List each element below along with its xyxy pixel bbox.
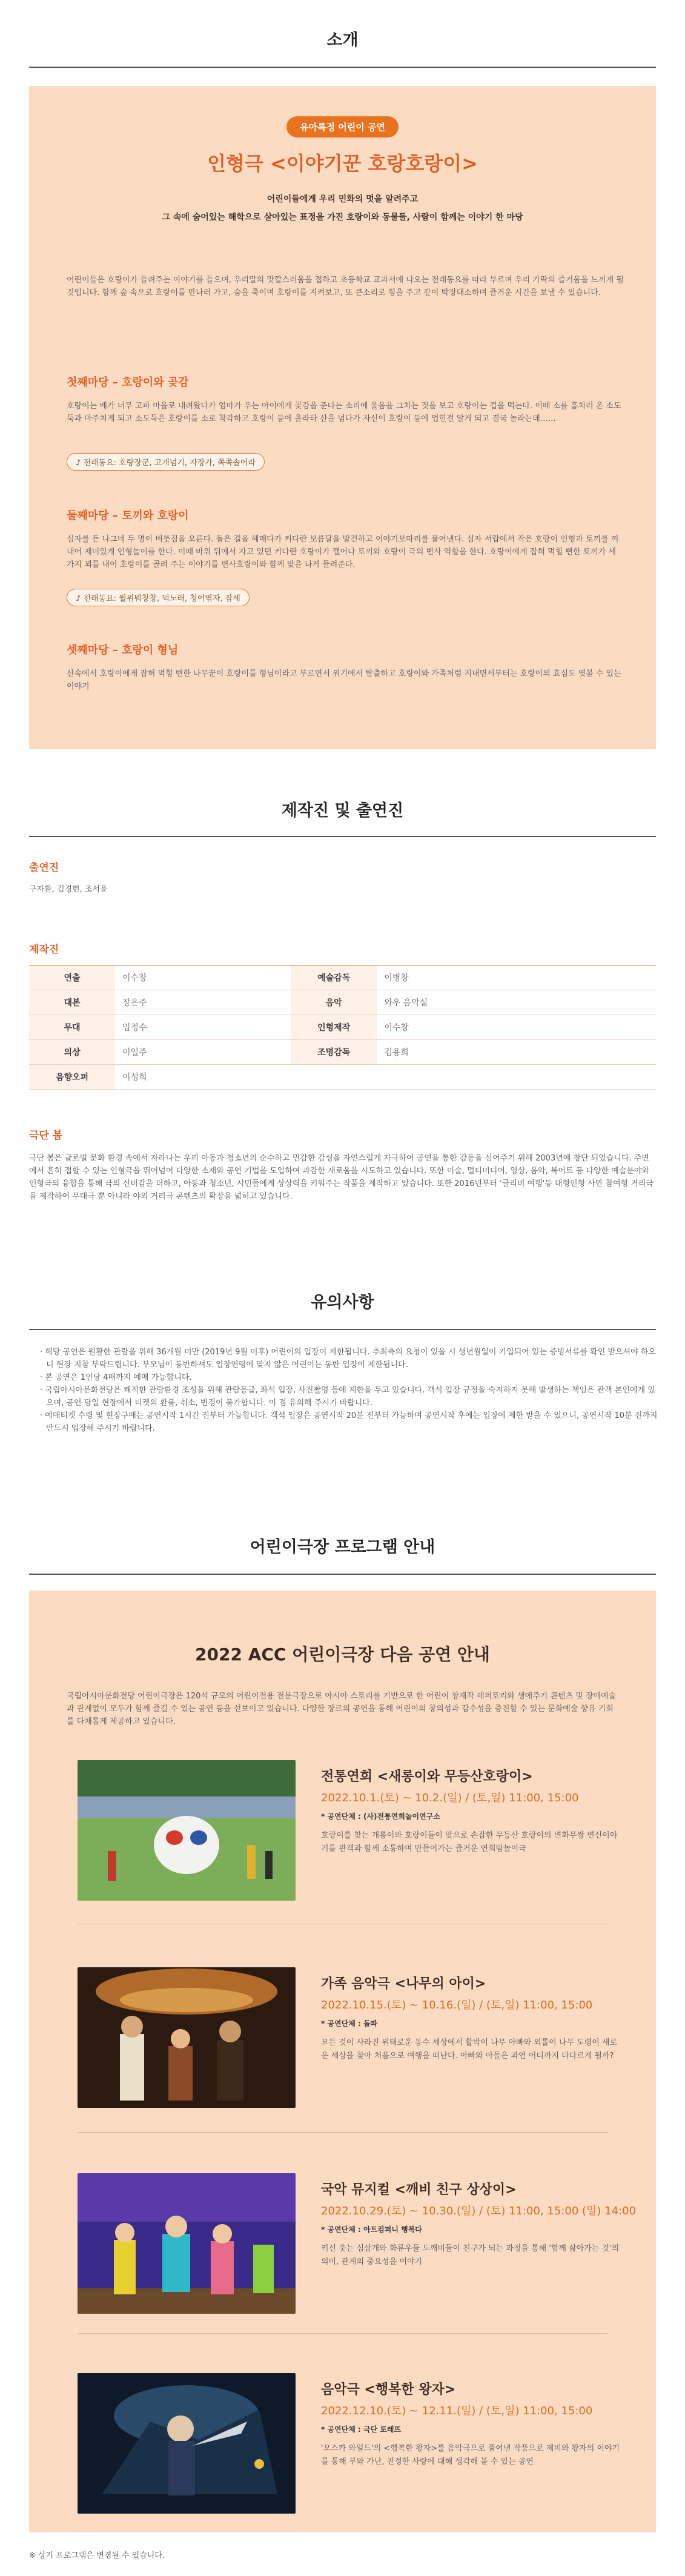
- staff-name: [377, 1065, 656, 1090]
- intro-desc: 어린이들은 호랑이가 들려주는 이야기를 들으며, 우리말의 맛깔스러움을 접하고 초등학교 교과서에 나오는 전래동요를 따라 부르며 우리 가락의 즐거움을 느끼게 될 것입니다. 함께 숲 속으로 호랑이를 만나러 가고, 숨을 죽이며 호랑이를 지켜보고, 또 큰소리로 힘을 주고 같이 박장대소하며 즐거운 시간을 보낼 수 있습니다.: [67, 276, 624, 297]
- staff-name: 이수창: [377, 1015, 656, 1040]
- intro-box: [29, 86, 656, 749]
- staff-row: [29, 1040, 656, 1065]
- cast-divider: [29, 836, 656, 837]
- staff-role: 무대: [29, 1015, 115, 1040]
- cast-heading: 제작진 및 출연진: [281, 801, 404, 820]
- scene-2-songs: [67, 589, 250, 606]
- staff-name: 이수창: [115, 965, 291, 990]
- staff-role: [291, 1065, 377, 1090]
- program-3-org: * 공연단체 : 아트컴퍼니 행복다: [321, 2225, 422, 2234]
- notice-divider: [29, 1329, 656, 1330]
- scene-1-text: 호랑이는 배가 너무 고파 마을로 내려왔다가 엄마가 우는 아이에게 곶감을 준다는 소리에 울음을 그치는 것을 보고 호랑이는 겁을 먹는다. 이때 소를 훔치러 온 소도둑과 마주치게 되고 소도둑은 호랑이를 소로 착각하고 호랑이 등에 올라타 산을 넘다가 자신이 호랑이 등에 업힌걸 알게 되고 결국 놀라는데……: [67, 402, 621, 423]
- intro-title: 인형극 <이야기꾼 호랑호랑이>: [207, 152, 478, 175]
- program-footnote: ※ 상기 프로그램은 변경될 수 있습니다.: [29, 2551, 165, 2560]
- notice-item: · 본 공연은 1인당 4매까지 예매 가능합니다.: [40, 1373, 192, 1382]
- program-divider-3: [78, 2333, 607, 2334]
- notice-item: · 해당 공연은 원활한 관람을 위해 36개월 미만 (2019년 9월 이후) 어린이의 입장이 제한됩니다. 추최측의 요청이 있을 시 생년월일이 기입되어 있는 증빙서류를 확인 받으셔야 하오니 현장 지참 부탁드립니다. 부모님이 동반하셔도 입장연령에 맞지 않은 어린이는 동반 입장이 제한됩니다.: [40, 1348, 656, 1369]
- program-1-photo: [78, 1760, 296, 1901]
- program-3-date: 2022.10.29.(토) ~ 10.30.(일) / (토) 11:00, 15:00 (일) 14:00: [321, 2205, 637, 2217]
- staff-role: 예술감독: [291, 965, 377, 990]
- program-1-org: * 공연단체 : (사)전통연희놀이연구소: [321, 1812, 440, 1821]
- music-note-icon: ♪: [76, 594, 81, 603]
- staff-name: 이병창: [377, 965, 656, 990]
- scene-2-text: 심자를 든 나그네 두 명이 벼룻짐을 오른다. 돌은 걸을 헤매다가 커다란 보름달을 발견하고 이야기보따리를 풀어낸다. 심자 서랍에서 작은 호랑이 인형과 토끼를 꺼내어 재미있게 인형놀이를 한다. 이때 바위 뒤에서 자고 있던 커다란 호랑이가 깰어나 토끼와 호랑이 극의 변사 역할을 한다. 호랑이에게 잡혀 먹힐 뻔한 토끼가 세 가지 꾀를 내어 호랑이를 골려 주는 이야기를 변사호랑이와 함께 맞을 나게 들려준다.: [67, 535, 619, 569]
- staff-role: 연출: [29, 965, 115, 990]
- scene-2-title: 둘째마당 – 토끼와 호랑이: [67, 509, 189, 522]
- scene-1-songs-label: 전래동요: 호랑장군, 고개넘기, 자장가, 쪽쪽솔어라: [83, 459, 256, 468]
- intro-tagline-2: 그 속에 숨어있는 해학으로 살아있는 표정을 가진 호랑이와 동물들, 사람이 함께는 이야기 한 마당: [162, 213, 523, 222]
- staff-row: [29, 1065, 656, 1090]
- staff-name: 이일주: [115, 1040, 291, 1065]
- staff-role: 대본: [29, 990, 115, 1015]
- staff-row: [29, 965, 656, 990]
- staff-name: 임정수: [115, 1015, 291, 1040]
- intro-tagline-1: 어린이들에게 우리 민화의 멋을 알려주고: [266, 194, 419, 204]
- program-1-desc: 호랑이를 찾는 개롱이와 호랑이들이 맞으로 손잡한 무등산 호랑이의 변화무쌍 변신이야기를 관객과 함께 소통하며 만들어가는 즐거운 연희탐놀이극: [321, 1831, 618, 1853]
- program-divider-2: [78, 2132, 607, 2133]
- program-4-desc: '오스카 와일드'의 <행복한 왕자>를 음악극으로 풀어낸 작품으로 제비와 왕자의 이야기를 통해 부와 가난, 진정한 사랑에 대해 생각해 볼 수 있는 공연: [321, 2444, 620, 2466]
- staff-row: [29, 1015, 656, 1040]
- program-2-photo: [78, 1967, 296, 2108]
- staff-name: 이성희: [115, 1065, 291, 1090]
- intro-divider: [29, 67, 656, 68]
- program-2-date: 2022.10.15.(토) ~ 10.16.(일) / (토,일) 11:00, 15:00: [321, 1999, 593, 2011]
- performers-label: 출연진: [29, 862, 59, 874]
- scene-2-songs-label: 전래동요: 뭘위뭐창창, 떡노래, 청어엮자, 잠세: [83, 594, 240, 603]
- staff-role: 조명감독: [291, 1040, 377, 1065]
- program-divider: [29, 1574, 656, 1575]
- company-desc: 극단 봄은 글로벌 문화 환경 속에서 자라나는 우리 아동과 청소년의 순수하고 민감한 감성을 자연스럽게 자극하여 공연을 통한 감동을 심어주기 위해 2003년에 창단 되었습니다. 주변에서 흔히 접할 수 있는 인형극을 뛰어넘어 다양한 소재와 공연 기법을 도입하여 과감한 새로움을 시도하고 있습니다. 또한 미술, 멀티미디어, 영상, 음악, 복어트 등 다양한 예술분야와 인형극의 융합을 통해 극의 신비감을 더하고, 아동과 청소년, 시민들에게 상상력을 키워주는 작품을 제작하고 있습니다. 또한 2016년부터 '글리버 여행'등 대형인형 사만 참여형 거리극을 제작하여 무대극 뿐 아니라 야외 거리극 콘텐츠의 확장을 넓히고 있습니다.: [29, 1154, 654, 1201]
- program-2-title: 가족 음악극 <나무의 아이>: [321, 1976, 486, 1992]
- program-3-title: 국악 뮤지컬 <깨비 친구 상상이>: [321, 2182, 517, 2197]
- program-4-org: * 공연단체 : 극단 토레뜨: [321, 2425, 402, 2434]
- program-4-title: 음악극 <행복한 왕자>: [321, 2382, 456, 2397]
- staff-name: 김용희: [377, 1040, 656, 1065]
- scene-1-title: 첫째마당 – 호랑이와 곶감: [67, 376, 189, 389]
- program-4-date: 2022.12.10.(토) ~ 12.11.(일) / (토,일) 11:00, 15:00: [321, 2405, 593, 2417]
- company-label: 극단 봄: [29, 1130, 63, 1142]
- scene-3-text: 산속에서 호랑이에게 잡혀 먹힐 뻔한 나무꾼이 호랑이를 형님이라고 부르면서 위기에서 탈출하고 호랑이와 가족처럼 지내면서부터는 호랑이의 효심도 엿볼 수 있는 이야기: [67, 669, 621, 691]
- scene-1-songs: [67, 453, 265, 471]
- program-2-org: * 공연단체 : 돌파: [321, 2019, 378, 2028]
- intro-heading: 소개: [326, 31, 359, 50]
- staff-role: 음향오퍼: [29, 1065, 115, 1090]
- notice-list: [29, 1346, 658, 1435]
- scene-3-title: 셋째마당 – 호랑이 형님: [67, 644, 179, 657]
- program-box-desc: 국립아시아문화전당 어린이극장은 120석 규모의 어린이전용 전문극장으로 아시아 스토리를 기반으로 한 어린이 창제작 레퍼토리와 생애주기 콘텐츠 및 장애예술과 관계없이 모두가 함께 즐길 수 있는 공연 등을 선보이고 있습니다. 다양한 장르의 공연을 통해 어린이의 창의성과 감수성을 증진할 수 있는 문화예술 향유 기회를 다채롭게 제공하고 있습니다.: [67, 1692, 617, 1726]
- program-2-desc: 모든 것이 사라진 위태로운 동수 세상에서 활박이 나무 아빠와 외톨이 나무 도령이 새로운 세상을 찾아 처음으로 여행을 떠난다. 아빠와 아들은 과연 어디까지 다다르게 될까?: [321, 2038, 618, 2061]
- program-3-photo: [78, 2173, 296, 2314]
- staff-name: 장은주: [115, 990, 291, 1015]
- music-note-icon: ♪: [76, 459, 81, 468]
- staff-row: [29, 990, 656, 1015]
- staff-role: 인형제작: [291, 1015, 377, 1040]
- staff-role: 의상: [29, 1040, 115, 1065]
- notice-heading: 유의사항: [311, 1293, 374, 1312]
- program-heading: 어린이극장 프로그램 안내: [250, 1538, 435, 1557]
- program-3-desc: 키신 웃는 심삼개와 화류우들 도깨비들이 친구가 되는 과정을 통해 '함께 삶아가는 것'의 의미, 관계의 중요성을 이야기: [321, 2244, 620, 2266]
- staff-label: 제작진: [29, 944, 59, 956]
- notice-item: · 국립아시아문화전당은 쾌적한 관람환경 조성을 위해 관람등급, 좌석 입장, 사진촬영 등에 제한을 두고 있습니다. 객석 입장 규정을 숙지하지 못해 발생하는 책임은 관객 본인에게 있으며, 공연 당일 현장에서 티켓의 환불, 취소, 변경이 불가합니다. 이 점 유의해 주시기 바랍니다.: [40, 1386, 655, 1408]
- program-1-title: 전통연희 <새롱이와 무등산호랑이>: [321, 1769, 533, 1784]
- program-4-photo: [78, 2373, 296, 2514]
- notice-item: · 예매티켓 수령 및 현장구매는 공연시작 1시간 전부터 가능합니다. 객석 입장은 공연시작 20분 전부터 가능하며 공연시작 후에는 입장에 제한 받을 수 있으니, 공연시작 10분 전까지 반드시 입장해 주시기 바랍니다.: [40, 1411, 658, 1433]
- staff-role: 음악: [291, 990, 377, 1015]
- staff-table: [29, 965, 656, 1090]
- program-box-title: 2022 ACC 어린이극장 다음 공연 안내: [195, 1644, 490, 1664]
- performers-list: 구자환, 김경헌, 조서윤: [29, 885, 108, 894]
- intro-badge: 유아특정 어린이 공연: [286, 116, 399, 137]
- program-1-date: 2022.10.1.(토) ~ 10.2.(일) / (토,일) 11:00, 15:00: [321, 1792, 579, 1804]
- staff-name: 와우 음악실: [377, 990, 656, 1015]
